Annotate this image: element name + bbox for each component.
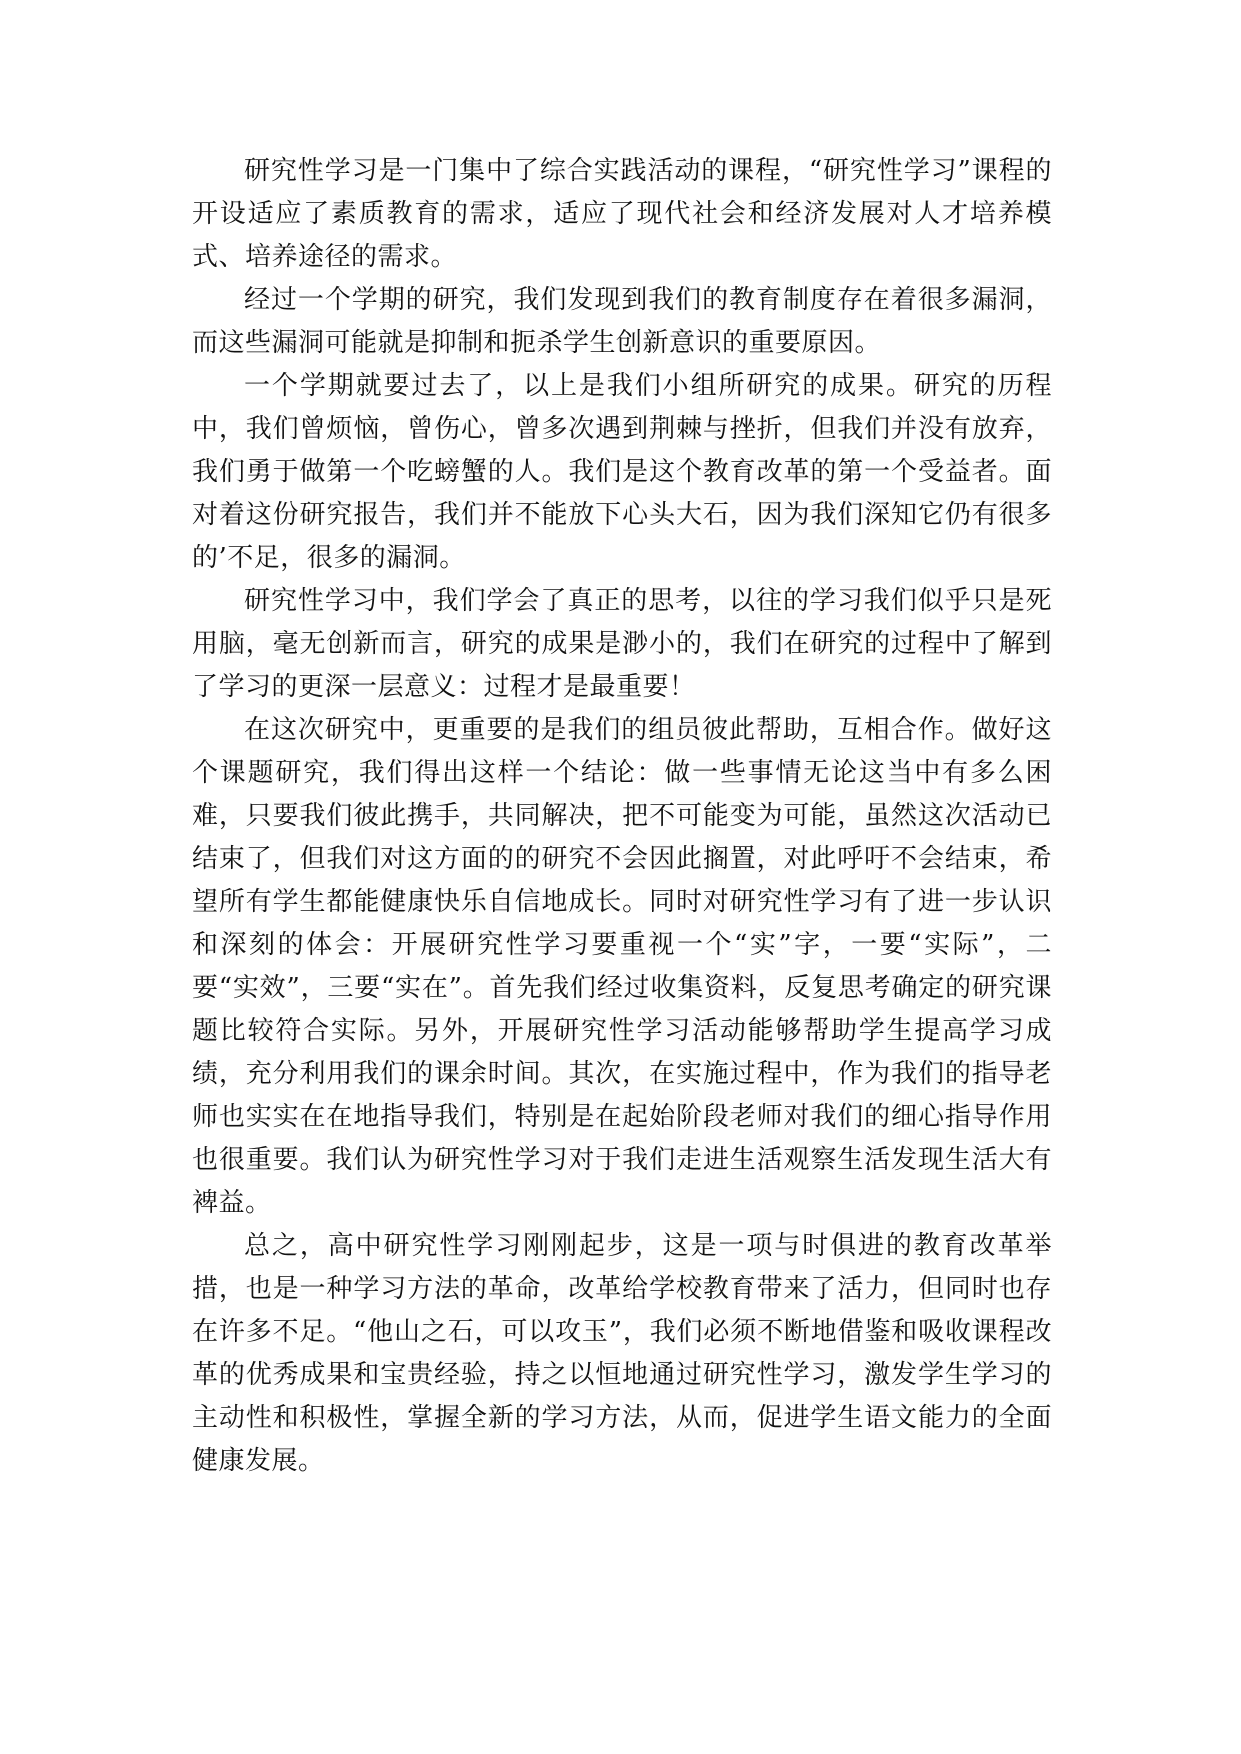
paragraph-5: 在这次研究中，更重要的是我们的组员彼此帮助，互相合作。做好这个课题研究，我们得出这样一个结论：做一些事情无论这当中有多么困难，只要我们彼此携手，共同解决，把不可能变为可能，虽然这次活动已结束了，但我们对这方面的的研究不会因此搁置，对此呼吁不会结束，希望所有学生都能健康快乐自信地成长。同时对研究性学习有了进一步认识和深刻的体会：开展研究性学习要重视一个“实”字，一要“实际”，二要“实效”，三要“实在”。首先我们经过收集资料，反复思考确定的研究课题比较符合实际。另外，开展研究性学习活动能够帮助学生提高学习成绩，充分利用我们的课余时间。其次，在实施过程中，作为我们的指导老师也实实在在地指导我们，特别是在起始阶段老师对我们的细心指导作用也很重要。我们认为研究性学习对于我们走进生活观察生活发现生活大有裨益。 [192,715,1052,1218]
paragraph-6: 总之，高中研究性学习刚刚起步，这是一项与时俱进的教育改革举措，也是一种学习方法的革命，改革给学校教育带来了活力，但同时也存在许多不足。“他山之石，可以攻玉”，我们必须不断地借鉴和吸收课程改革的优秀成果和宝贵经验，持之以恒地通过研究性学习，激发学生学习的主动性和积极性，掌握全新的学习方法，从而，促进学生语文能力的全面健康发展。 [192,1231,1052,1476]
paragraph-4: 研究性学习中，我们学会了真正的思考，以往的学习我们似乎只是死用脑，毫无创新而言，研究的成果是渺小的，我们在研究的过程中了解到了学习的更深一层意义：过程才是最重要！ [192,586,1052,702]
paragraph-2: 经过一个学期的研究，我们发现到我们的教育制度存在着很多漏洞，而这些漏洞可能就是抑制和扼杀学生创新意识的重要原因。 [192,285,1052,358]
paragraph-1: 研究性学习是一门集中了综合实践活动的课程，“研究性学习”课程的开设适应了素质教育的需求，适应了现代社会和经济发展对人才培养模式、培养途径的需求。 [192,156,1052,272]
paragraph-3: 一个学期就要过去了，以上是我们小组所研究的成果。研究的历程中，我们曾烦恼，曾伤心，曾多次遇到荆棘与挫折，但我们并没有放弃，我们勇于做第一个吃螃蟹的人。我们是这个教育改革的第一个受益者。面对着这份研究报告，我们并不能放下心头大石，因为我们深知它仍有很多的’不足，很多的漏洞。 [192,371,1052,573]
document-body [192,150,1052,1483]
